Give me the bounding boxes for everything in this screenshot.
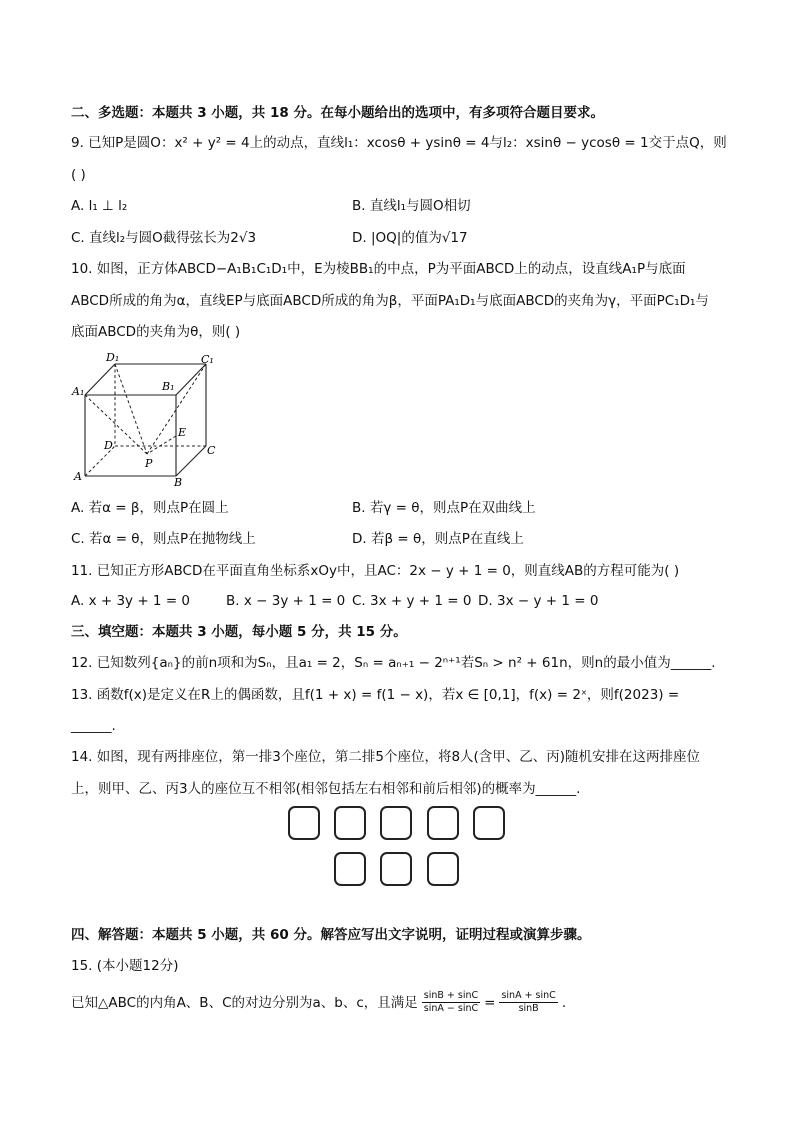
q10-stem-line3: 底面ABCD的夹角为θ，则( ) (71, 324, 241, 340)
q9-option-a: A. l₁ ⊥ l₂ (71, 198, 128, 214)
label-a1: A₁ (72, 385, 85, 398)
seat-box (427, 852, 459, 886)
q14-stem-line1: 14. 如图，现有两排座位，第一排3个座位，第二排5个座位，将8人(含甲、乙、丙)随机安排在这两排座位 (71, 749, 701, 765)
q15-text: 已知△ABC的内角A、B、C的对边分别为a、b、c，且满足 (71, 994, 418, 1011)
q12-stem: 12. 已知数列{aₙ}的前n项和为Sₙ，且a₁ = 2，Sₙ = aₙ₊₁ − 2ⁿ⁺¹若Sₙ > n² + 61n，则n的最小值为______. (71, 655, 716, 671)
fraction-denominator: sinB (518, 1003, 539, 1014)
fraction-numerator: sinA + sinC (501, 990, 556, 1001)
label-b: B (174, 476, 183, 489)
q10-option-a: A. 若α = β，则点P在圆上 (71, 500, 229, 516)
q15-stem (71, 990, 566, 1015)
label-c: C (207, 444, 216, 457)
label-d1: D₁ (106, 351, 120, 364)
q9-option-c: C. 直线l₂与圆O截得弦长为2√3 (71, 230, 257, 246)
seat-box (334, 852, 366, 886)
cube-figure (70, 350, 220, 490)
seat-box (288, 806, 320, 840)
q9-option-b: B. 直线l₁与圆O相切 (352, 198, 471, 214)
q11-option-a: A. x + 3y + 1 = 0 (71, 593, 191, 609)
label-e: E (178, 426, 187, 439)
q10-option-d: D. 若β = θ，则点P在直线上 (352, 531, 524, 547)
seat-box (380, 806, 412, 840)
q9-answer-paren: ( ) (71, 167, 86, 183)
q13-stem-line2: ______. (71, 718, 116, 734)
seat-box (334, 806, 366, 840)
q11-option-d: D. 3x − y + 1 = 0 (478, 593, 599, 609)
fraction-numerator: sinB + sinC (423, 990, 479, 1001)
q10-option-b: B. 若γ = θ，则点P在双曲线上 (352, 500, 536, 516)
equals-sign: = (484, 994, 496, 1011)
q13-stem-line1: 13. 函数f(x)是定义在R上的偶函数，且f(1 + x) = f(1 − x)，若x ∈ [0,1]，f(x) = 2ˣ，则f(2023) = (71, 687, 680, 703)
q10-option-c: C. 若α = θ，则点P在抛物线上 (71, 531, 256, 547)
q11-option-b: B. x − 3y + 1 = 0 (226, 593, 346, 609)
label-c1: C₁ (201, 353, 214, 366)
label-b1: B₁ (162, 380, 175, 393)
q10-stem-line2: ABCD所成的角为α，直线EP与底面ABCD所成的角为β，平面PA₁D₁与底面ABCD的夹角为γ，平面PC₁D₁与 (71, 293, 709, 309)
q15-fraction-left (422, 990, 480, 1015)
seat-box (473, 806, 505, 840)
q10-stem-line1: 10. 如图，正方体ABCD−A₁B₁C₁D₁中，E为棱BB₁的中点，P为平面ABCD上的动点，设直线A₁P与底面 (71, 261, 686, 277)
label-p: P (145, 457, 153, 470)
fraction-denominator: sinA − sinC (423, 1003, 479, 1014)
label-d: D (104, 439, 113, 452)
q9-option-d: D. |OQ|的值为√17 (352, 230, 468, 246)
label-a: A (74, 470, 82, 483)
q15-fraction-right (499, 990, 557, 1015)
section-3-heading: 三、填空题：本题共 3 小题，每小题 5 分，共 15 分。 (71, 624, 407, 640)
seat-box (380, 852, 412, 886)
section-4-heading: 四、解答题：本题共 5 小题，共 60 分。解答应写出文字说明，证明过程或演算步骤。 (71, 927, 591, 943)
period: . (561, 994, 567, 1011)
q15-heading: 15. (本小题12分) (71, 958, 179, 974)
q14-stem-line2: 上，则甲、乙、丙3人的座位互不相邻(相邻包括左右相邻和前后相邻)的概率为______. (71, 781, 581, 797)
seat-box (427, 806, 459, 840)
q11-stem: 11. 已知正方形ABCD在平面直角坐标系xOy中，且AC：2x − y + 1 = 0，则直线AB的方程可能为( ) (71, 563, 680, 579)
section-2-heading: 二、多选题：本题共 3 小题，共 18 分。在每小题给出的选项中，有多项符合题目要求。 (71, 105, 604, 121)
q11-option-c: C. 3x + y + 1 = 0 (352, 593, 472, 609)
q9-stem: 9. 已知P是圆O：x² + y² = 4上的动点，直线l₁：xcosθ + ysinθ = 4与l₂：xsinθ − ycosθ = 1交于点Q，则 (71, 135, 727, 151)
